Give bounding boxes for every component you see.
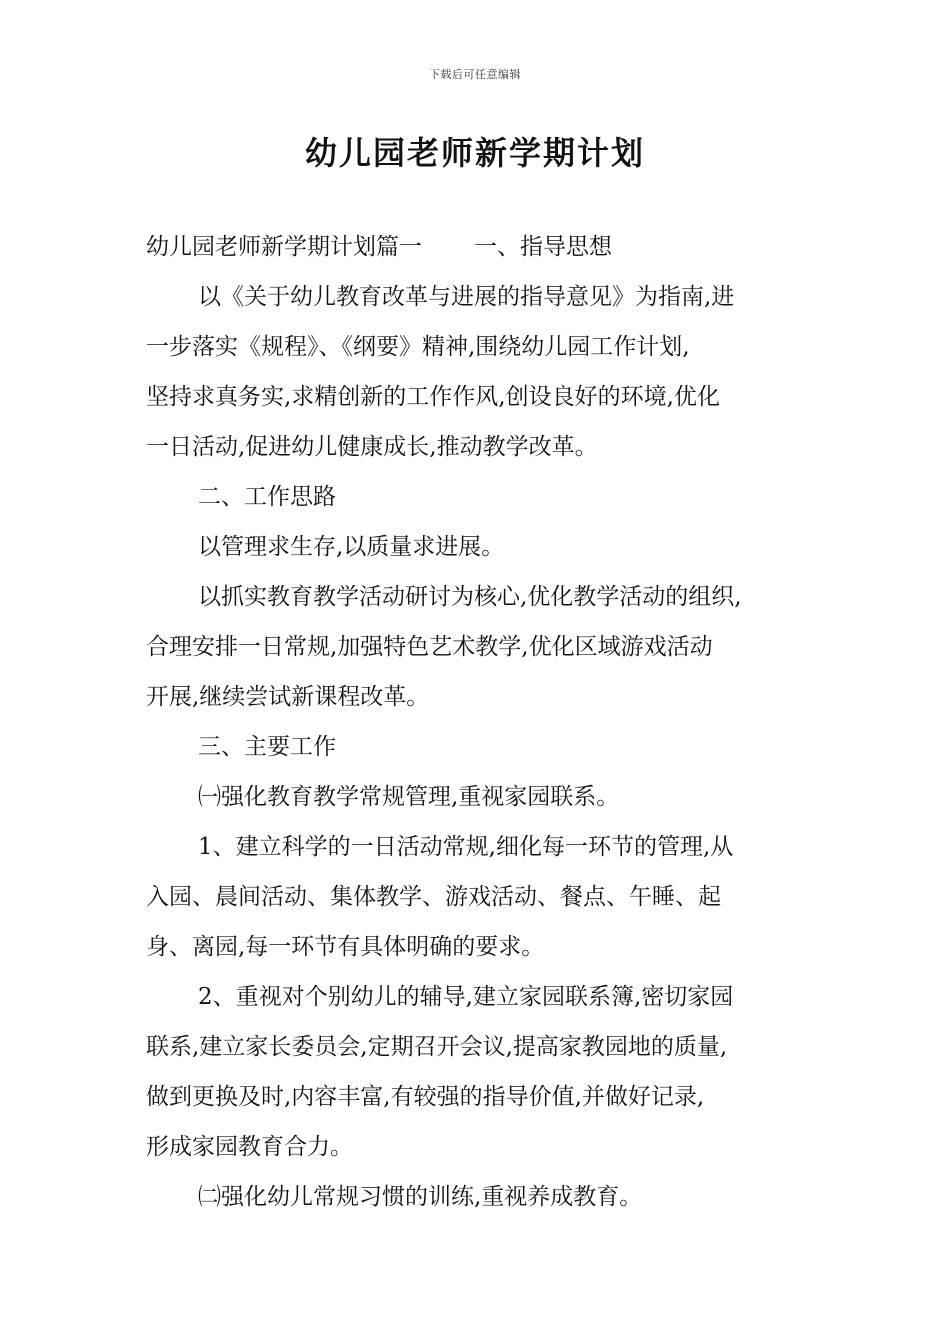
body-line: 一步落实《规程》、《纲要》精神,围绕幼儿园工作计划, [146, 334, 690, 360]
body-line-section-heading [146, 222, 811, 272]
document-body [146, 222, 811, 1222]
body-line: 一日活动,促进幼儿健康成长,推动教学改革。 [146, 434, 598, 460]
section-heading-work-approach: 二、工作思路 [198, 484, 336, 510]
subsection-heading-2: ㈡强化幼儿常规习惯的训练,重视养成教育。 [198, 1184, 643, 1210]
body-line: 入园、晨间活动、集体教学、游戏活动、餐点、午睡、起 [146, 884, 721, 910]
body-line: 身、离园,每一环节有具体明确的要求。 [146, 934, 545, 960]
body-line: 以抓实教育教学活动研讨为核心,优化教学活动的组织, [198, 584, 742, 610]
body-line: 做到更换及时,内容丰富,有较强的指导价值,并做好记录, [146, 1084, 705, 1110]
body-line: 坚持求真务实,求精创新的工作作风,创设良好的环境,优化 [146, 384, 720, 410]
body-line: 以《关于幼儿教育改革与进展的指导意见》为指南,进 [198, 284, 735, 310]
body-line: 以管理求生存,以质量求进展。 [198, 534, 505, 560]
body-line: 开展,继续尝试新课程改革。 [146, 684, 430, 710]
article-subtitle: 幼儿园老师新学期计划篇一 [146, 234, 422, 260]
page-header-note: 下载后可任意编辑 [429, 68, 521, 81]
section-heading-guiding-thought: 一、指导思想 [474, 234, 612, 260]
body-line: 联系,建立家长委员会,定期召开会议,提高家教园地的质量, [146, 1034, 728, 1060]
subsection-heading-1: ㈠强化教育教学常规管理,重视家园联系。 [198, 784, 620, 810]
body-line: 合理安排一日常规,加强特色艺术教学,优化区域游戏活动 [146, 634, 713, 660]
body-line: 形成家园教育合力。 [146, 1134, 353, 1160]
document-title: 幼儿园老师新学期计划 [304, 134, 645, 172]
section-heading-main-work: 三、主要工作 [198, 734, 336, 760]
body-line: 1、建立科学的一日活动常规,细化每一环节的管理,从 [198, 834, 734, 860]
body-line: 2、重视对个别幼儿的辅导,建立家园联系簿,密切家园 [198, 984, 734, 1010]
